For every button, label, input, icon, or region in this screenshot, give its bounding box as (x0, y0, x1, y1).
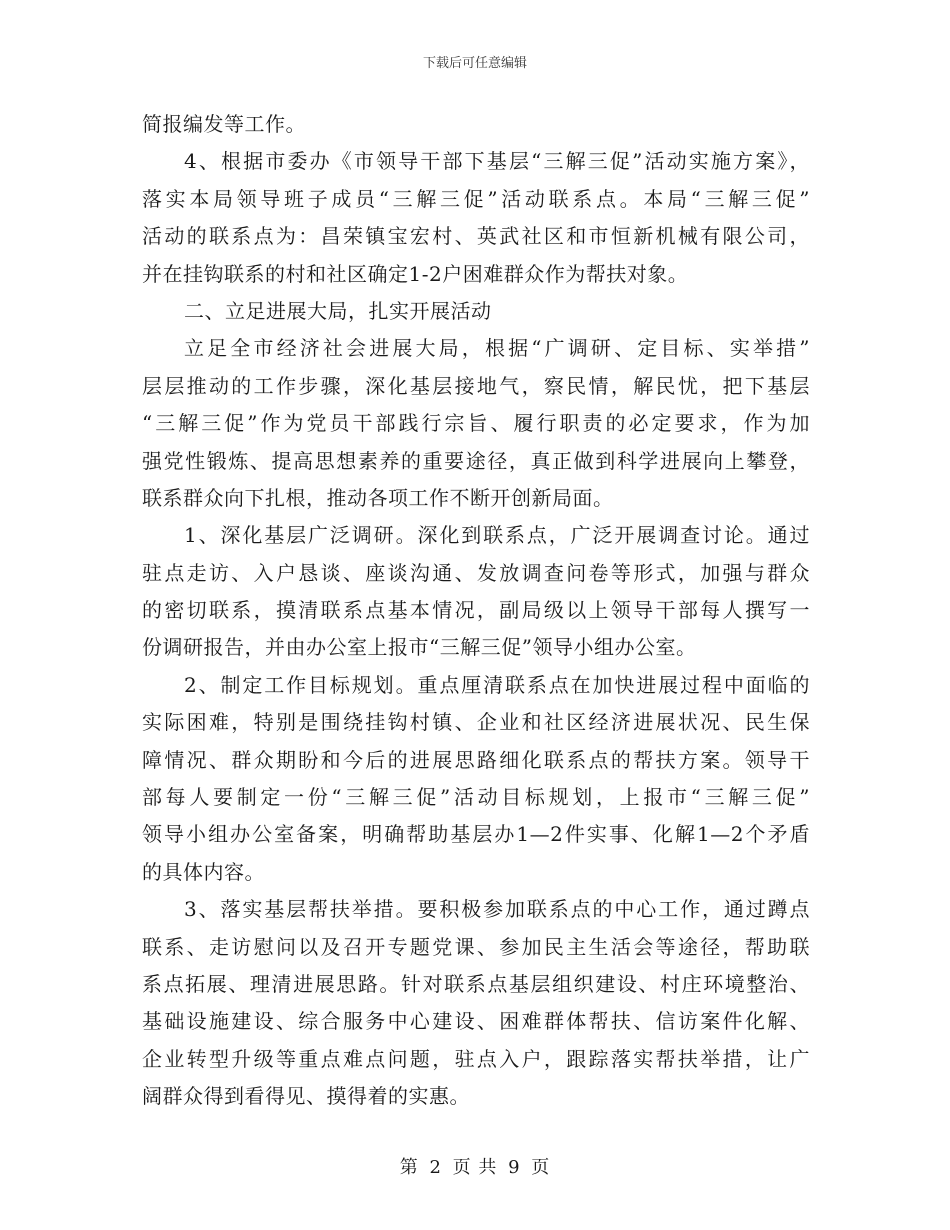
text-line: 企业转型升级等重点难点问题，驻点入户，跟踪落实帮扶举措，让广 (142, 1046, 810, 1071)
text-line: 驻点走访、入户恳谈、座谈沟通、发放调查问卷等形式，加强与群众 (142, 560, 810, 585)
text-line: 的具体内容。 (142, 859, 265, 884)
text-line: 系点拓展、理清进展思路。针对联系点基层组织建设、村庄环境整治、 (142, 971, 810, 996)
page-header-note: 下载后可任意编辑 (422, 56, 527, 71)
text-line: 的密切联系，摸清联系点基本情况，副局级以上领导干部每人撰写一 (142, 598, 810, 623)
text-line: 阔群众得到看得见、摸得着的实惠。 (142, 1084, 470, 1109)
text-line: 基础设施建设、综合服务中心建设、困难群体帮扶、信访案件化解、 (142, 1009, 810, 1034)
text-line: 2、制定工作目标规划。重点厘清联系点在加快进展过程中面临的 (184, 672, 810, 697)
text-line: 份调研报告，并由办公室上报市“三解三促”领导小组办公室。 (142, 635, 697, 660)
text-line: 实际困难，特别是围绕挂钩村镇、企业和社区经济进展状况、民生保 (142, 710, 810, 735)
footer-suffix: 页 (531, 1157, 551, 1178)
text-line: 二、立足进展大局，扎实开展活动 (184, 298, 492, 323)
text-line: 强党性锻炼、提高思想素养的重要途径，真正做到科学进展向上攀登， (142, 448, 810, 473)
text-line: 3、落实基层帮扶举措。要积极参加联系点的中心工作，通过蹲点 (184, 897, 810, 922)
text-line: 简报编发等工作。 (142, 112, 306, 136)
footer-total-pages: 9 (508, 1157, 521, 1178)
text-line: 部每人要制定一份“三解三促”活动目标规划，上报市“三解三促” (142, 785, 810, 810)
text-line: “三解三促”作为党员干部践行宗旨、履行职责的必定要求，作为加 (142, 411, 810, 436)
text-line: 落实本局领导班子成员“三解三促”活动联系点。本局“三解三促” (142, 186, 810, 211)
text-line: 联系、走访慰问以及召开专题党课、参加民主生活会等途径，帮助联 (142, 934, 810, 959)
text-line: 联系群众向下扎根，推动各项工作不断开创新局面。 (142, 485, 614, 510)
text-line: 障情况、群众期盼和今后的进展思路细化联系点的帮扶方案。领导干 (142, 747, 810, 772)
footer-prefix: 第 (399, 1157, 419, 1178)
footer-page-number: 2 (429, 1157, 442, 1178)
text-line: 并在挂钩联系的村和社区确定1-2户困难群众作为帮扶对象。 (142, 261, 689, 286)
page-footer (0, 1153, 950, 1179)
document-body (142, 106, 810, 1116)
text-line: 立足全市经济社会进展大局，根据“广调研、定目标、实举措” (184, 336, 810, 361)
text-line: 4、根据市委办《市领导干部下基层“三解三促”活动实施方案》， (184, 149, 810, 174)
text-line: 活动的联系点为：昌荣镇宝宏村、英武社区和市恒新机械有限公司， (142, 224, 810, 249)
footer-middle: 页 共 (452, 1157, 498, 1178)
text-line: 1、深化基层广泛调研。深化到联系点，广泛开展调查讨论。通过 (184, 523, 810, 548)
text-line: 层层推动的工作步骤，深化基层接地气，察民情，解民忧，把下基层 (142, 373, 810, 398)
text-line: 领导小组办公室备案，明确帮助基层办1—2件实事、化解1—2个矛盾 (142, 822, 810, 847)
